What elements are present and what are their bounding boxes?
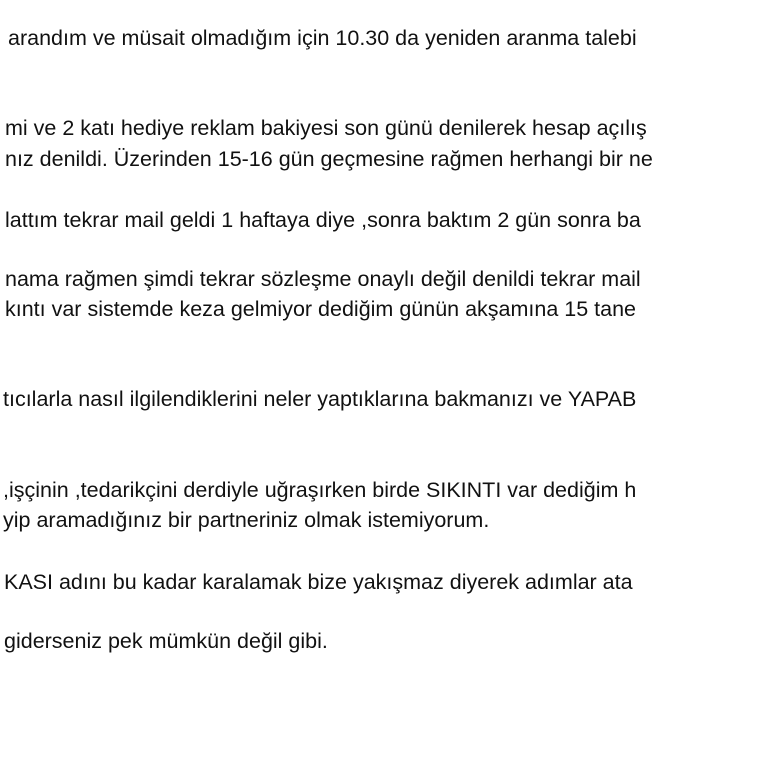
text-line: giderseniz pek mümkün değil gibi. [4, 629, 328, 653]
text-line: mi ve 2 katı hediye reklam bakiyesi son günü denilerek hesap açılış [5, 116, 647, 140]
text-line: kıntı var sistemde keza gelmiyor dediğim günün akşamına 15 tane [5, 297, 636, 321]
text-line: arandım ve müsait olmadığım için 10.30 da yeniden aranma talebi [8, 26, 637, 50]
text-line: nama rağmen şimdi tekrar sözleşme onaylı değil denildi tekrar mail [5, 267, 641, 291]
text-line: nız denildi. Üzerinden 15-16 gün geçmesine rağmen herhangi bir ne [5, 147, 653, 171]
text-line: ,işçinin ,tedarikçini derdiyle uğraşırken birde SIKINTI var dediğim h [3, 478, 637, 502]
text-line: tıcılarla nasıl ilgilendiklerini neler yaptıklarına bakmanızı ve YAPAB [3, 387, 637, 411]
text-line: yip aramadığınız bir partneriniz olmak istemiyorum. [3, 508, 490, 532]
text-line: KASI adını bu kadar karalamak bize yakışmaz diyerek adımlar ata [4, 570, 633, 594]
text-line: lattım tekrar mail geldi 1 haftaya diye ,sonra baktım 2 gün sonra ba [5, 208, 641, 232]
